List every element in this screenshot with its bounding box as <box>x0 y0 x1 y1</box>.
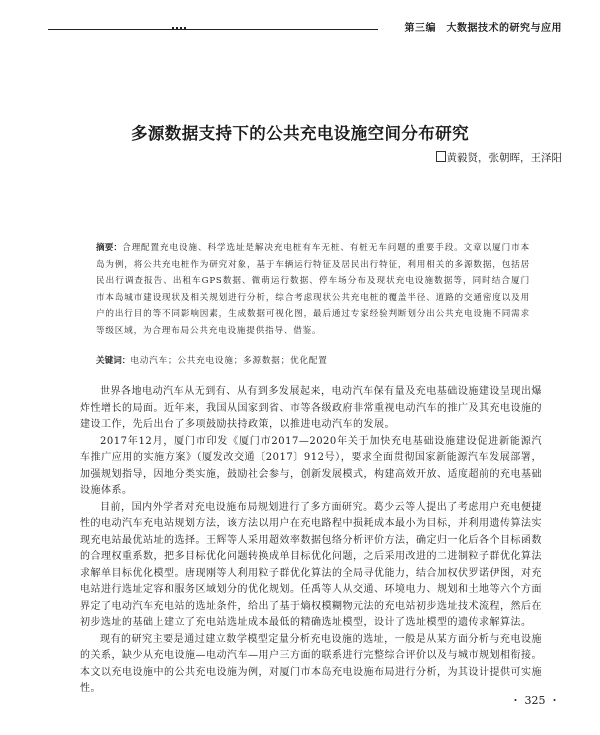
author-line <box>436 150 563 165</box>
abstract-label: 摘要： <box>96 243 123 253</box>
body-paragraph: 现有的研究主要是通过建立数学模型定量分析充电设施的选址，一般是从某方面分析与充电设施的关系，缺少从充电设施—电动汽车—用户三方面的联系进行完整综合评价以及与城市规划相衔接。本文以充电设施中的公共充电设施为例，对厦门市本岛充电设施布局进行分析，为其设计提供可实施性。 <box>80 633 542 694</box>
body-paragraph: 世界各地电动汽车从无到有、从有到多发展起来，电动汽车保有量及充电基础设施建设呈现出爆炸性增长的局面。近年来，我国从国家到省、市等各级政府非常重视电动汽车的推广及其充电设施的建设工作，先后出台了多项鼓励扶持政策，以推进电动汽车的发展。 <box>80 386 542 430</box>
header-rule <box>48 29 378 30</box>
paper-title: 多源数据支持下的公共充电设施空间分布研究 <box>131 124 469 143</box>
header-dots <box>172 27 186 30</box>
body-paragraph: 目前，国内外学者对充电设施布局规划进行了多方面研究。葛少云等人提出了考虑用户充电便捷性的电动汽车充电站规划方法，该方法以用户在充电路程中损耗成本最小为目标，并利用遗传算法实现充电站最优站址的选择。王辉等人采用超效率数据包络分析评价方法，确定归一化后各个目标函数的合理权重系数，把多目标优化问题转换成单目标优化问题，之后采用改进的二进制粒子群优化算法求解单目标优化模型。唐现刚等人利用粒子群优化算法的全局寻优能力，结合加权伏罗诺伊图，对充电站进行选址定容和服务区域划分的优化规划。任禹等人从交通、环境电力、规划和土地等六个方面界定了电动汽车充电站的选址条件，给出了基于熵权模糊物元法的充电站初步选址技术流程，然后在初步选址的基础上建立了充电站选址成本最低的精确选址模型，设计了选址模型的遗传求解算法。 <box>80 501 542 628</box>
keywords-label: 关键词： <box>96 356 131 366</box>
keywords <box>96 354 530 368</box>
running-head <box>0 0 600 40</box>
body-paragraph: 2017年12月，厦门市印发《厦门市2017—2020年关于加快充电基础设施建设促进新能源汽车推广应用的实施方案》（厦发改交通〔2017〕912号），要求全面贯彻国家新能源汽车发展部署，加强规划指导，因地分类实施，鼓励社会参与，创新发展模式，构建高效开放、适度超前的充电基础设施体系。 <box>80 435 542 496</box>
abstract-text: 合理配置充电设施、科学选址是解决充电桩有车无桩、有桩无车问题的重要手段。文章以厦门市本岛为例，将公共充电桩作为研究对象，基于车辆运行特征及居民出行特征，利用相关的多源数据，包括居民出行调查报告、出租车GPS数据、微萌运行数据、停车场分布及现状充电设施数据等，同时结合厦门市本岛城市建设现状及相关规划进行分析，综合考虑现状公共充电桩的覆盖半径、道路的交通密度以及用户的出行目的等不同影响因素，生成数据可视化图，最后通过专家经验判断划分出公共充电设施不同需求等级区域，为合理布局公共充电设施提供指导、借鉴。 <box>96 243 530 336</box>
body-text <box>80 384 542 698</box>
section-header: 第三编 大数据技术的研究与应用 <box>404 23 562 34</box>
page-number: ・ 325 ・ <box>510 694 560 707</box>
keywords-text: 电动汽车；公共充电设施；多源数据；优化配置 <box>130 356 328 366</box>
authors: 黄毅贤，张朝晖，王泽阳 <box>446 152 562 164</box>
abstract <box>96 240 530 340</box>
author-marker-box <box>436 151 446 162</box>
